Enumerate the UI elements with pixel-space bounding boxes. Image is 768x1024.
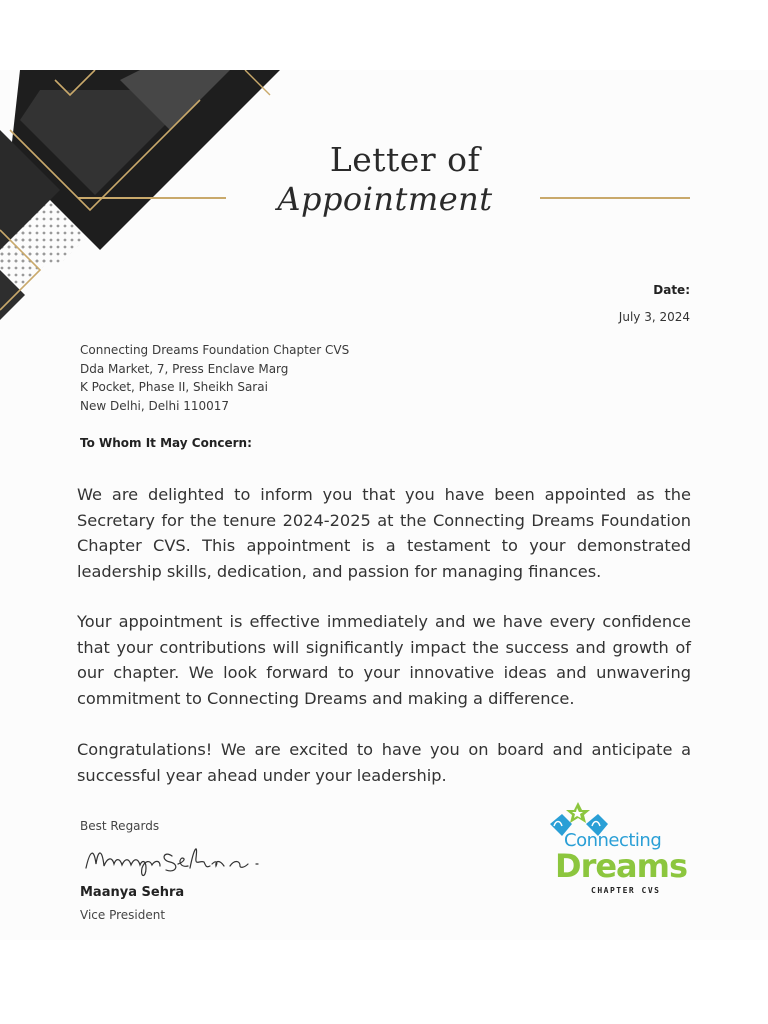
title-line-2: Appointment — [277, 180, 493, 218]
connecting-dreams-logo — [546, 800, 696, 900]
signer-title: Vice President — [80, 908, 166, 922]
logo-text-connecting: Connecting — [564, 830, 662, 851]
date-label: Date: — [653, 283, 690, 297]
decorative-corner-graphic — [0, 70, 300, 330]
logo-text-chapter: CHAPTER CVS — [591, 886, 661, 895]
top-margin — [0, 0, 768, 70]
address-line: New Delhi, Delhi 110017 — [80, 398, 230, 413]
title-line-1: Letter of — [329, 140, 481, 179]
title-rule-left — [78, 197, 226, 199]
closing: Best Regards — [80, 819, 160, 833]
address-line: K Pocket, Phase II, Sheikh Sarai — [80, 380, 268, 394]
body-paragraph-2: Your appointment is effective immediately and we have every confidence that your contributions will significantly impact the success and growth of our chapter. We look forward to your innovative ideas and unwavering commitment to Connecting Dreams and making a difference. — [77, 612, 691, 708]
handwritten-signature — [80, 838, 270, 880]
signer-name: Maanya Sehra — [80, 885, 185, 900]
logo-text-dreams: Dreams — [555, 847, 688, 885]
title-rule-right — [540, 197, 690, 199]
address-line: Dda Market, 7, Press Enclave Marg — [80, 361, 289, 376]
bottom-margin — [0, 940, 768, 1024]
body-paragraph-3: Congratulations! We are excited to have you on board and anticipate a successful year ahead under your leadership. — [77, 740, 691, 785]
salutation: To Whom It May Concern: — [80, 436, 252, 450]
address-line: Connecting Dreams Foundation Chapter CVS — [80, 343, 350, 357]
body-paragraph-1: We are delighted to inform you that you have been appointed as the Secretary for the tenure 2024-2025 at the Connecting Dreams Foundation Chapter CVS. This appointment is a testament to your demonstrated leadership skills, dedication, and passion for managing finances. — [77, 485, 691, 581]
date-value: July 3, 2024 — [618, 310, 690, 324]
recipient-address — [80, 341, 349, 415]
letter-title — [270, 140, 500, 218]
